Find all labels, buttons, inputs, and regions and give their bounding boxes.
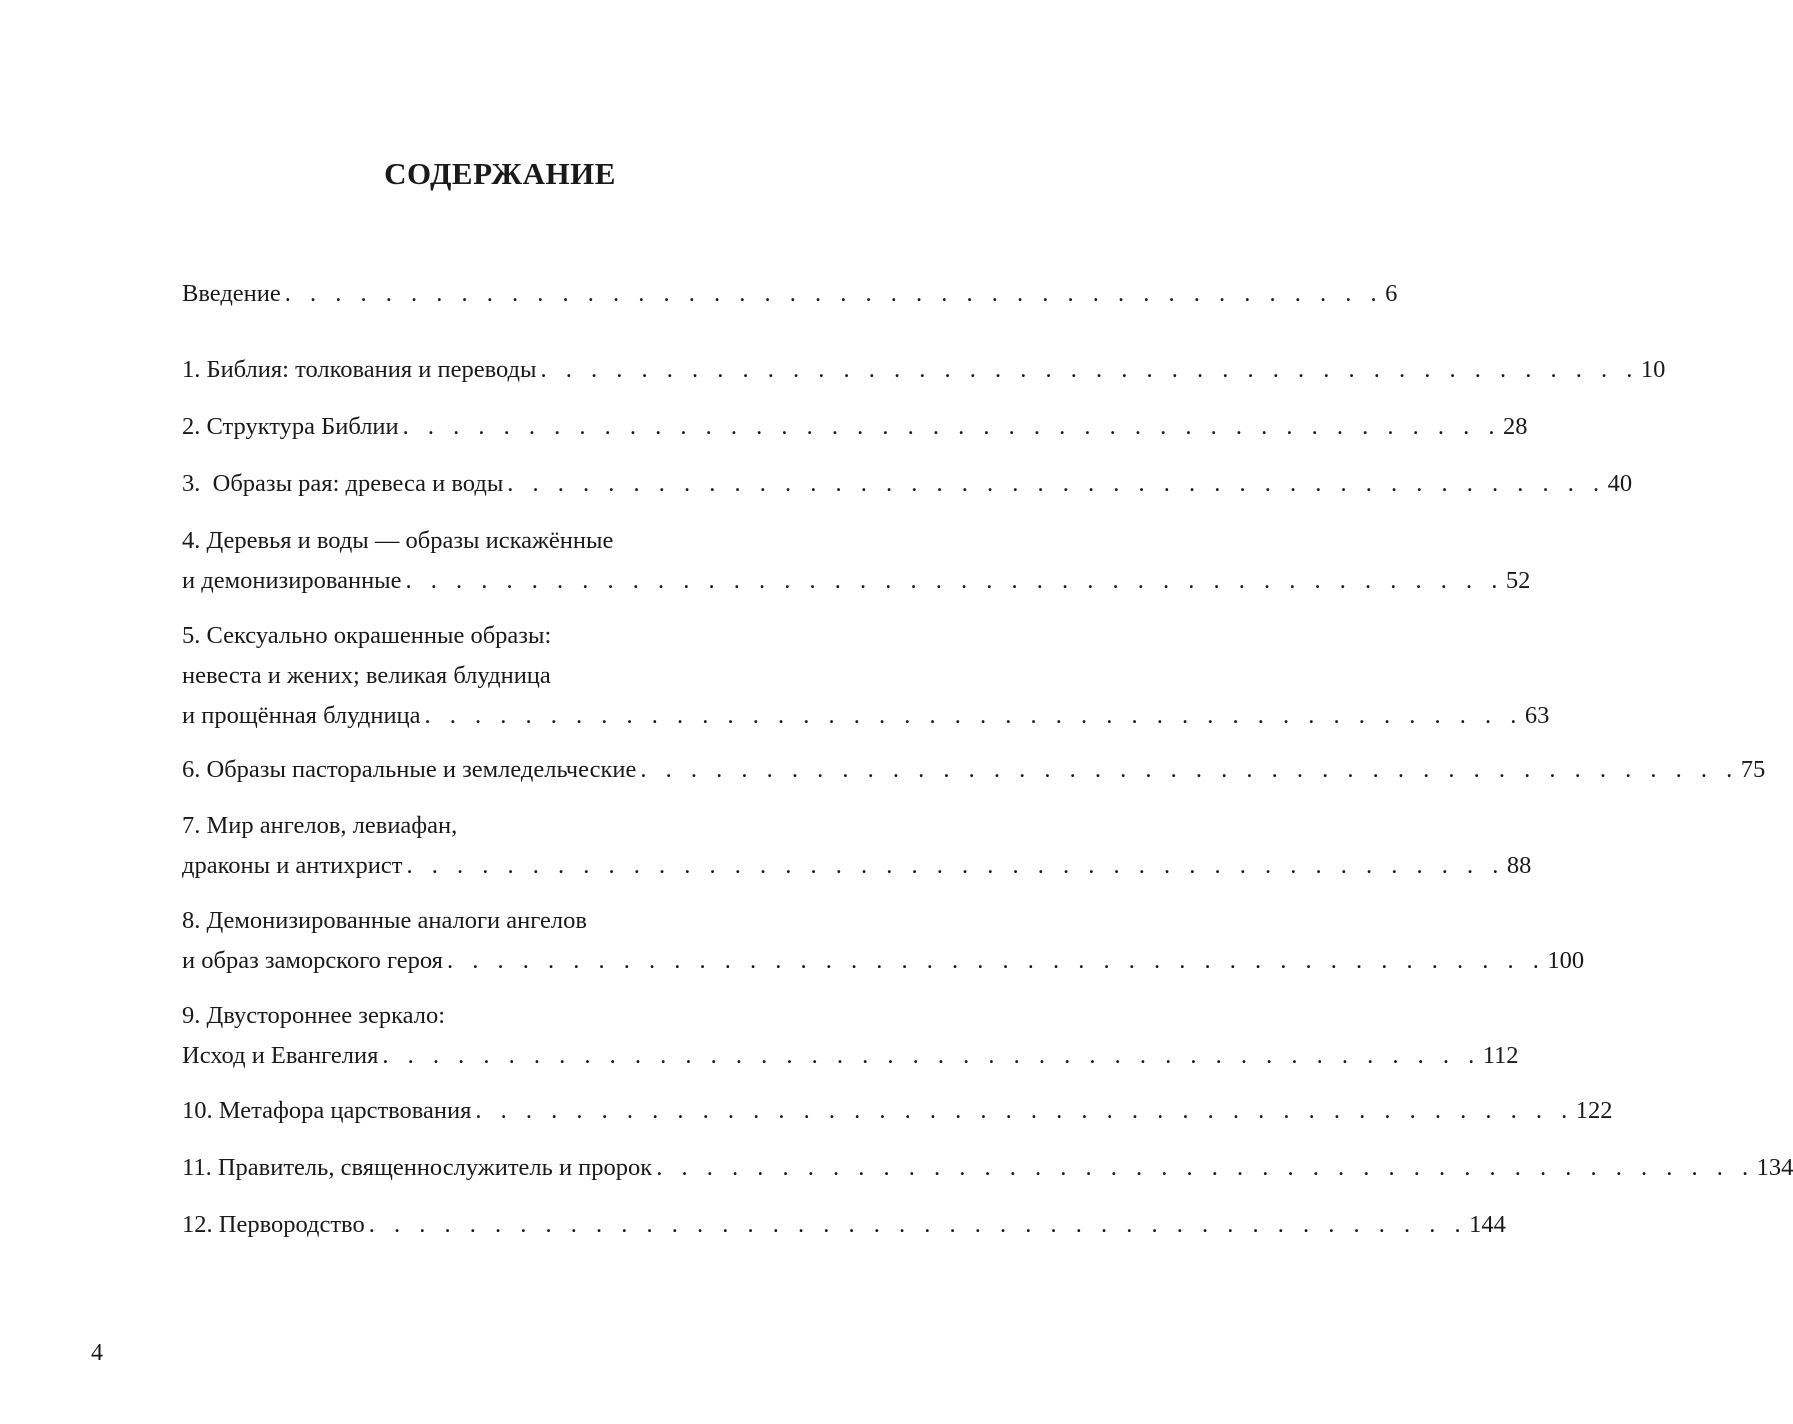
toc-entry-chapter-12[interactable] [182, 1205, 1506, 1245]
toc-entry-page: 122 [1575, 1097, 1613, 1124]
toc-entry-title: и демонизированные [182, 567, 402, 594]
toc-entry-title: Введение [182, 280, 281, 307]
toc-entry-title: 3. Образы рая: древеса и воды [182, 470, 504, 497]
toc-entry-title: и образ заморского героя [182, 947, 443, 974]
dot-leader: . . . . . . . . . . . . . . . . . . . . . . . . . . . . . . . . . . . . . . . . . . . . [368, 1211, 1468, 1238]
toc-entry-chapter-9[interactable] [182, 996, 1519, 1076]
dot-leader: . . . . . . . . . . . . . . . . . . . . . . . . . . . . . . . . . . . . . . . . . . . . [540, 356, 1639, 383]
toc-entry-line [182, 1148, 1793, 1188]
toc-entry-line [182, 407, 1528, 447]
toc-entry-chapter-3[interactable] [182, 464, 1633, 504]
toc-entry-line: невеста и жених; великая блудница [182, 662, 551, 689]
toc-entry-chapter-2[interactable] [182, 407, 1528, 447]
toc-entry-page: 10 [1640, 356, 1666, 383]
toc-entry-page: 88 [1506, 852, 1532, 879]
toc-entry-chapter-10[interactable] [182, 1091, 1613, 1131]
toc-entry-line [182, 1205, 1506, 1245]
page-number: 4 [91, 1340, 103, 1366]
dot-leader: . . . . . . . . . . . . . . . . . . . . . . . . . . . . . . . . . . . . . . . . . . . . [424, 702, 1523, 729]
toc-entry-line [182, 1036, 1519, 1076]
table-of-contents [182, 0, 1793, 1424]
dot-leader: . . . . . . . . . . . . . . . . . . . . . . . . . . . . . . . . . . . . . . . . . . . . [507, 470, 1606, 497]
toc-entry-line [182, 941, 1585, 981]
toc-entry-line [182, 561, 1531, 601]
toc-entry-page: 144 [1469, 1211, 1506, 1238]
toc-entry-chapter-11[interactable] [182, 1148, 1793, 1188]
toc-entry-introduction[interactable] [182, 274, 1398, 314]
toc-entry-page: 112 [1482, 1042, 1519, 1069]
toc-entry-title: драконы и антихрист [182, 852, 403, 879]
toc-entry-line: 4. Деревья и воды — образы искажённые [182, 527, 614, 554]
toc-entry-page: 134 [1756, 1154, 1793, 1181]
toc-entry-line: 8. Демонизированные аналоги ангелов [182, 907, 587, 934]
toc-entry-page: 100 [1547, 947, 1585, 974]
toc-entry-page: 52 [1505, 567, 1531, 594]
toc-entry-page: 28 [1503, 413, 1528, 440]
toc-entry-page: 63 [1524, 702, 1550, 729]
toc-entry-title: и прощённая блудница [182, 702, 421, 729]
dot-leader: . . . . . . . . . . . . . . . . . . . . . . . . . . . . . . . . . . . . . . . . . . . . [402, 413, 1502, 440]
toc-entry-page: 40 [1607, 470, 1633, 497]
toc-entry-line [182, 274, 1398, 314]
toc-entry-line [182, 464, 1633, 504]
dot-leader: . . . . . . . . . . . . . . . . . . . . . . . . . . . . . . . . . . . . . . . . . . . . [382, 1042, 1481, 1069]
toc-entry-line [182, 1091, 1613, 1131]
toc-entry-chapter-6[interactable] [182, 750, 1766, 790]
dot-leader: . . . . . . . . . . . . . . . . . . . . . . . . . . . . . . . . . . . . . . . . . . . . [446, 947, 1546, 974]
dot-leader: . . . . . . . . . . . . . . . . . . . . . . . . . . . . . . . . . . . . . . . . . . . . [405, 567, 1504, 594]
toc-entry-line: 5. Сексуально окрашенные образы: [182, 622, 552, 649]
page-title: СОДЕРЖАНИЕ [384, 156, 616, 191]
toc-entry-chapter-7[interactable] [182, 806, 1532, 886]
toc-entry-line: 9. Двустороннее зеркало: [182, 1002, 446, 1029]
toc-entry-page: 75 [1740, 756, 1766, 783]
toc-entry-line [182, 350, 1666, 390]
toc-entry-title: 10. Метафора царствования [182, 1097, 472, 1124]
dot-leader: . . . . . . . . . . . . . . . . . . . . . . . . . . . . . . . . . . . . . . . . . . . . [656, 1154, 1755, 1181]
toc-entry-line [182, 750, 1766, 790]
dot-leader: . . . . . . . . . . . . . . . . . . . . . . . . . . . . . . . . . . . . . . . . . . . . [640, 756, 1739, 783]
toc-entry-line [182, 696, 1550, 736]
toc-entry-line [182, 846, 1532, 886]
dot-leader: . . . . . . . . . . . . . . . . . . . . . . . . . . . . . . . . . . . . . . . . . . . . [284, 280, 1384, 307]
toc-entry-title: 11. Правитель, священнослужитель и пророк [182, 1154, 653, 1181]
toc-entry-chapter-1[interactable] [182, 350, 1666, 390]
toc-entry-title: 6. Образы пасторальные и земледельческие [182, 756, 637, 783]
toc-entry-line: 7. Мир ангелов, левиафан, [182, 812, 458, 839]
toc-entry-chapter-4[interactable] [182, 521, 1531, 601]
toc-entry-page: 6 [1385, 280, 1398, 307]
toc-entry-title: Исход и Евангелия [182, 1042, 379, 1069]
toc-entry-title: 12. Первородство [182, 1211, 365, 1238]
toc-entry-title: 1. Библия: толкования и переводы [182, 356, 537, 383]
toc-entry-title: 2. Структура Библии [182, 413, 399, 440]
toc-entry-chapter-5[interactable] [182, 616, 1550, 736]
toc-entry-chapter-8[interactable] [182, 901, 1585, 981]
dot-leader: . . . . . . . . . . . . . . . . . . . . . . . . . . . . . . . . . . . . . . . . . . . . [406, 852, 1505, 879]
dot-leader: . . . . . . . . . . . . . . . . . . . . . . . . . . . . . . . . . . . . . . . . . . . . [475, 1097, 1574, 1124]
